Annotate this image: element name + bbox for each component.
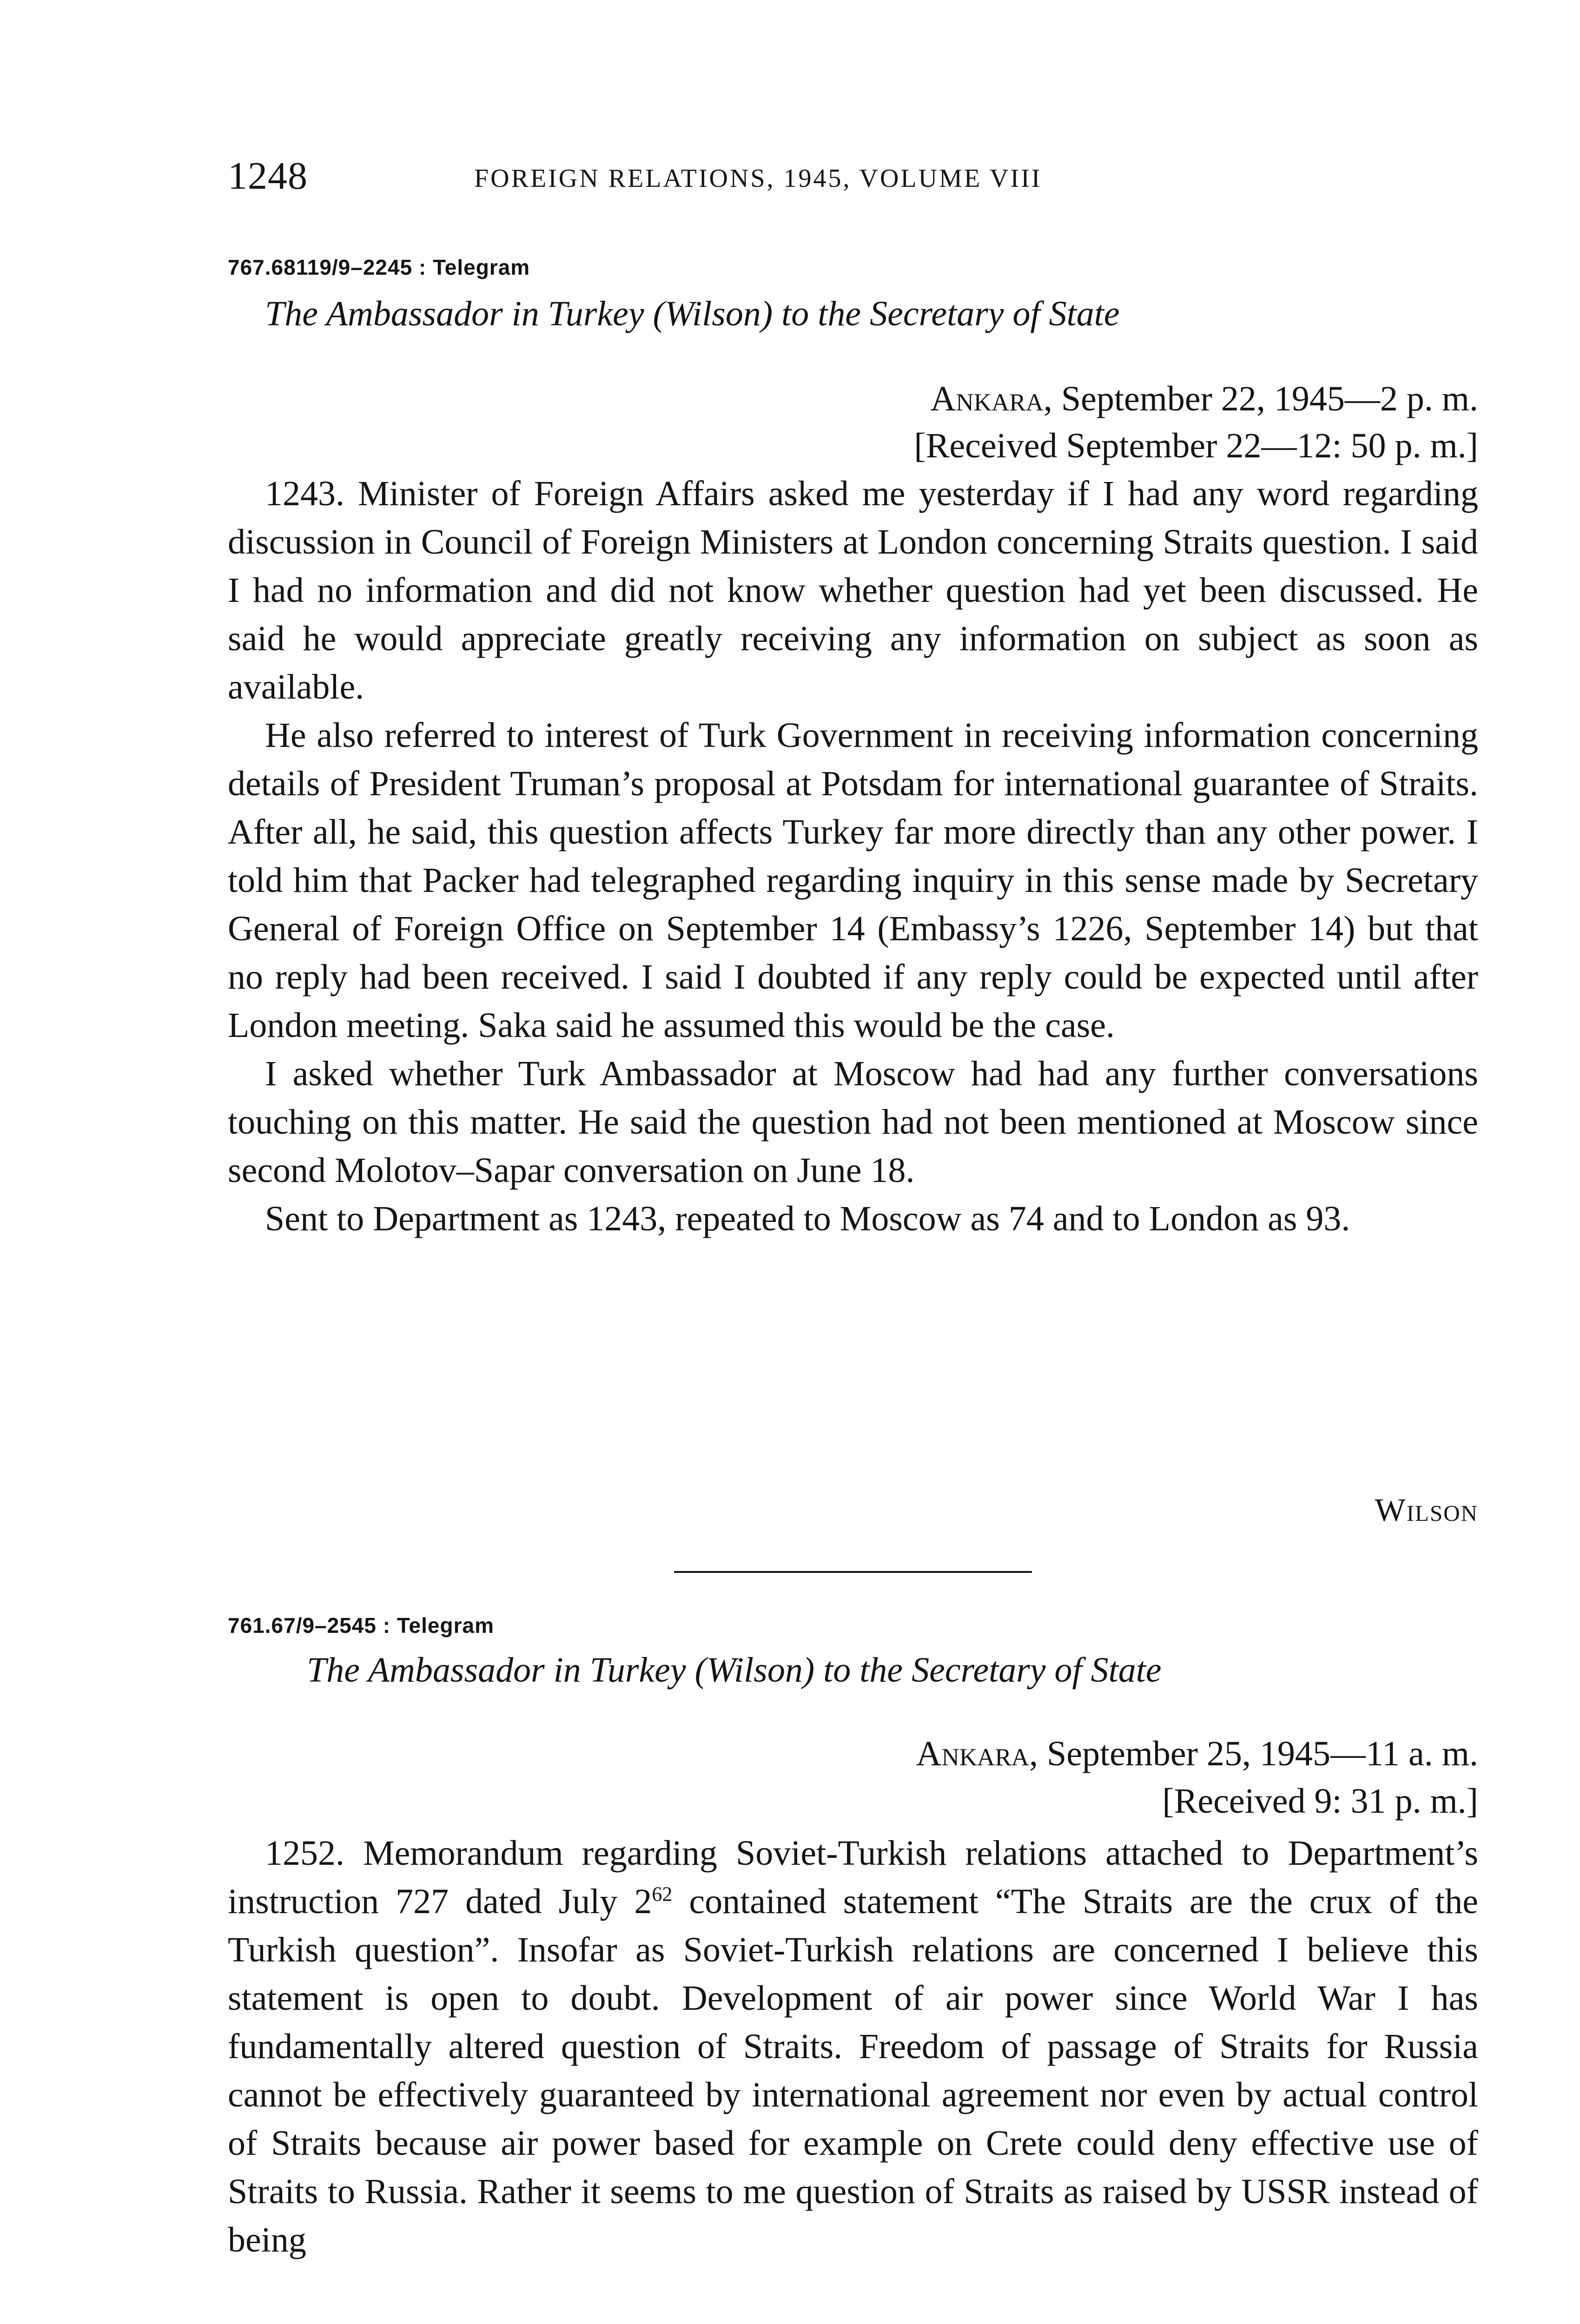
doc2-paragraph [228, 1829, 1478, 2264]
doc1-title: The Ambassador in Turkey (Wilson) to the Secretary of State [265, 294, 1120, 333]
doc2-dateline-place: Ankara [916, 1734, 1029, 1773]
page-header [228, 153, 1478, 209]
doc1-body [228, 469, 1478, 1243]
doc1-file-ref: 767.68119/9–2245 : Telegram [228, 255, 530, 279]
doc2-body [228, 1829, 1478, 2264]
doc2-title: The Ambassador in Turkey (Wilson) to the Secretary of State [307, 1651, 1162, 1690]
doc2-file-ref: 761.67/9–2545 : Telegram [228, 1613, 494, 1637]
doc1-dateline-place: Ankara [930, 379, 1044, 418]
doc2-paragraph-rest: contained statement “The Straits are the crux of the Turkish question”. Insofar as Soviet-Turkish relations are concerned I believe this statement is open to doubt. Development of air power since World War I has fundamentally altered question of Straits. Freedom of passage of Straits for Russia cannot be effectively guaranteed by international agreement nor even by actual control of Straits because air power based for example on Crete could deny effective use of Straits to Russia. Rather it seems to me question of Straits as raised by USSR instead of being [228, 1882, 1478, 2259]
doc1-received: [Received September 22—12: 50 p. m.] [914, 426, 1478, 465]
doc1-dateline [931, 379, 1478, 419]
footnote-reference: 62 [652, 1882, 673, 1906]
doc1-paragraph: Sent to Department as 1243, repeated to Moscow as 74 and to London as 93. [265, 1199, 1350, 1238]
doc2-dateline-date: , September 25, 1945—11 a. m. [1029, 1734, 1478, 1773]
doc2-paragraph-start: 1252. Memorandum regarding Soviet-Turkish relations attached to Department’s instruction 727 dated July 2 [228, 1834, 1478, 1921]
page-number: 1248 [228, 154, 308, 198]
doc1-signature: Wilson [1375, 1492, 1478, 1528]
doc1-paragraph: I asked whether Turk Ambassador at Moscow had had any further conversations touching on this matter. He said the question had not been mentioned at Moscow since second Molotov–Sapar conversation on June 18. [228, 1054, 1478, 1190]
section-divider [674, 1571, 1032, 1573]
doc2-received: [Received 9: 31 p. m.] [1162, 1782, 1478, 1821]
doc1-paragraph: 1243. Minister of Foreign Affairs asked me yesterday if I had any word regarding discussion in Council of Foreign Ministers at London concerning Straits question. I said I had no information and did not know whether question had yet been discussed. He said he would appreciate greatly receiving any information on subject as soon as available. [228, 474, 1478, 706]
doc2-dateline [916, 1734, 1478, 1774]
running-head: FOREIGN RELATIONS, 1945, VOLUME VIII [474, 164, 1042, 193]
doc1-paragraph: He also referred to interest of Turk Government in receiving information concerning details of President Truman’s proposal at Potsdam for international guarantee of Straits. After all, he said, this question affects Turkey far more directly than any other power. I told him that Packer had telegraphed regarding inquiry in this sense made by Secretary General of Foreign Office on September 14 (Embassy’s 1226, September 14) but that no reply had been received. I said I doubted if any reply could be expected until after London meeting. Saka said he assumed this would be the case. [228, 716, 1478, 1045]
doc1-dateline-date: , September 22, 1945—2 p. m. [1043, 379, 1478, 418]
